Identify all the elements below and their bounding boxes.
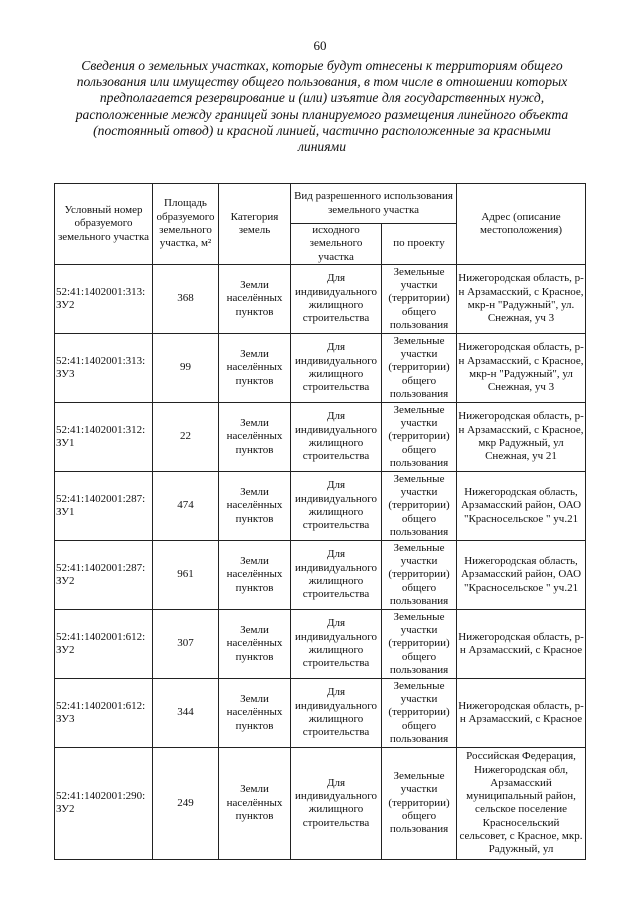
cell-category: Земли населённых пунктов: [219, 678, 291, 747]
table-row: [55, 264, 586, 333]
land-plots-table: [54, 183, 586, 860]
cell-area: 307: [153, 609, 219, 678]
cell-use-original: Для индивидуального жилищного строительства: [291, 264, 382, 333]
cell-address: Нижегородская область, р-н Арзамасский, с Красное: [457, 609, 586, 678]
table-row: [55, 678, 586, 747]
table-header: [55, 184, 586, 265]
cell-use-original: Для индивидуального жилищного строительства: [291, 747, 382, 859]
cell-plot-number: 52:41:1402001:612: ЗУ2: [55, 609, 153, 678]
cell-address: Нижегородская область, р-н Арзамасский, с Красное: [457, 678, 586, 747]
cell-use-original: Для индивидуального жилищного строительства: [291, 540, 382, 609]
cell-use-project: Земельные участки (территории) общего пользования: [382, 333, 457, 402]
cell-area: 368: [153, 264, 219, 333]
cell-category: Земли населённых пунктов: [219, 264, 291, 333]
cell-use-project: Земельные участки (территории) общего пользования: [382, 747, 457, 859]
cell-area: 249: [153, 747, 219, 859]
cell-plot-number: 52:41:1402001:287: ЗУ1: [55, 471, 153, 540]
cell-address: Нижегородская область, р-н Арзамасский, с Красное, мкр-н "Радужный", ул. Снежная, уч 3: [457, 264, 586, 333]
table-row: [55, 747, 586, 859]
cell-address: Нижегородская область, р-н Арзамасский, с Красное, мкр Радужный, ул Снежная, уч 21: [457, 402, 586, 471]
cell-use-original: Для индивидуального жилищного строительства: [291, 609, 382, 678]
table-body: [55, 264, 586, 859]
cell-use-project: Земельные участки (территории) общего пользования: [382, 471, 457, 540]
cell-use-project: Земельные участки (территории) общего пользования: [382, 402, 457, 471]
cell-area: 474: [153, 471, 219, 540]
cell-use-project: Земельные участки (территории) общего пользования: [382, 678, 457, 747]
cell-plot-number: 52:41:1402001:312: ЗУ1: [55, 402, 153, 471]
cell-area: 99: [153, 333, 219, 402]
header-use-original: исходного земельного участка: [291, 224, 382, 265]
cell-category: Земли населённых пунктов: [219, 747, 291, 859]
header-address: Адрес (описание местоположения): [457, 184, 586, 265]
cell-use-original: Для индивидуального жилищного строительства: [291, 471, 382, 540]
cell-plot-number: 52:41:1402001:290: ЗУ2: [55, 747, 153, 859]
document-title: Сведения о земельных участках, которые будут отнесены к территориям общего пользования или имуществу общего пользования, в том числе в отношении которых предполагается резервирование и (или) изъятие для государственных нужд, расположенные между границей зоны планируемого размещения линейного объекта (постоянный отвод) и красной линией, частично расположенные за красными линиями: [75, 58, 569, 155]
header-number: Условный номер образуемого земельного участка: [55, 184, 153, 265]
cell-plot-number: 52:41:1402001:287: ЗУ2: [55, 540, 153, 609]
cell-address: Нижегородская область, р-н Арзамасский, с Красное, мкр-н "Радужный", ул Снежная, уч 3: [457, 333, 586, 402]
header-category: Категория земель: [219, 184, 291, 265]
cell-use-project: Земельные участки (территории) общего пользования: [382, 264, 457, 333]
cell-use-project: Земельные участки (территории) общего пользования: [382, 609, 457, 678]
cell-category: Земли населённых пунктов: [219, 333, 291, 402]
header-use-project: по проекту: [382, 224, 457, 265]
table-row: [55, 471, 586, 540]
header-area: Площадь образуемого земельного участка, м²: [153, 184, 219, 265]
cell-use-original: Для индивидуального жилищного строительства: [291, 333, 382, 402]
cell-use-original: Для индивидуального жилищного строительства: [291, 402, 382, 471]
cell-category: Земли населённых пунктов: [219, 471, 291, 540]
cell-plot-number: 52:41:1402001:313: ЗУ3: [55, 333, 153, 402]
cell-plot-number: 52:41:1402001:612: ЗУ3: [55, 678, 153, 747]
cell-address: Российская Федерация, Нижегородская обл, Арзамасский муниципальный район, сельское поселение Красносельский сельсовет, с Красное, мкр. Радужный, ул: [457, 747, 586, 859]
header-use-group: Вид разрешенного использования земельного участка: [291, 184, 457, 224]
cell-address: Нижегородская область, Арзамасский район, ОАО "Красносельское " уч.21: [457, 540, 586, 609]
cell-address: Нижегородская область, Арзамасский район, ОАО "Красносельское " уч.21: [457, 471, 586, 540]
table-row: [55, 540, 586, 609]
cell-use-project: Земельные участки (территории) общего пользования: [382, 540, 457, 609]
cell-use-original: Для индивидуального жилищного строительства: [291, 678, 382, 747]
cell-category: Земли населённых пунктов: [219, 402, 291, 471]
page-number: 60: [313, 38, 327, 53]
cell-category: Земли населённых пунктов: [219, 540, 291, 609]
cell-area: 22: [153, 402, 219, 471]
table-row: [55, 402, 586, 471]
cell-plot-number: 52:41:1402001:313: ЗУ2: [55, 264, 153, 333]
table-row: [55, 333, 586, 402]
cell-category: Земли населённых пунктов: [219, 609, 291, 678]
table-row: [55, 609, 586, 678]
cell-area: 961: [153, 540, 219, 609]
cell-area: 344: [153, 678, 219, 747]
